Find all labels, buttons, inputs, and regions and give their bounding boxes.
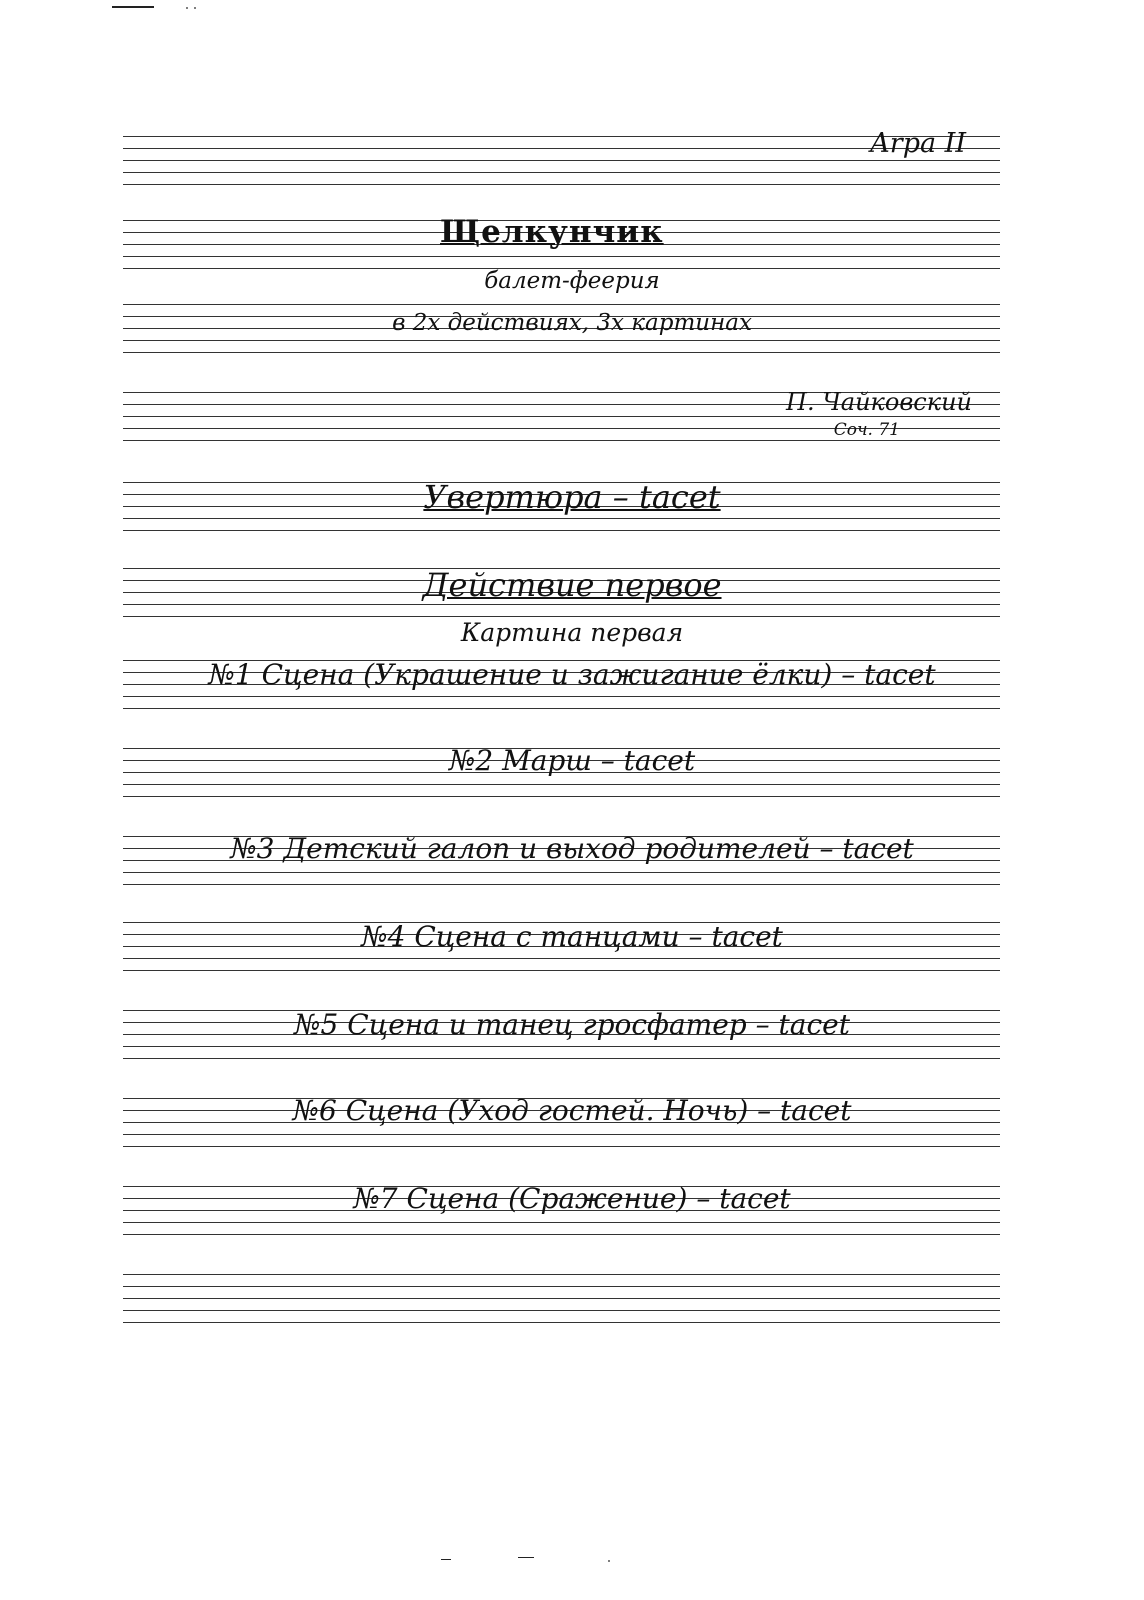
subtitle-acts: в 2х действиях, 3х картинах <box>392 310 752 336</box>
number-3: №3 Детский галоп и выход родителей – tacet <box>230 832 914 865</box>
part-label: Arpa II <box>870 128 966 159</box>
overture-heading: Увертюра – tacet <box>423 478 721 516</box>
number-1: №1 Сцена (Украшение и зажигание ёлки) – tacet <box>208 658 936 691</box>
bottom-mark <box>441 1559 451 1560</box>
composer-name: П. Чайковский <box>786 388 972 416</box>
number-2: №2 Марш – tacet <box>448 744 696 777</box>
speck <box>194 7 196 9</box>
speck <box>608 1560 610 1562</box>
opus-number: Соч. 71 <box>833 420 900 440</box>
number-6: №6 Сцена (Уход гостей. Ночь) – tacet <box>292 1094 852 1127</box>
number-5: №5 Сцена и танец гросфатер – tacet <box>294 1008 850 1041</box>
act-heading: Действие первое <box>422 566 722 604</box>
subtitle-genre: балет-феерия <box>484 268 660 294</box>
staff <box>123 1274 1000 1326</box>
number-4: №4 Сцена с танцами – tacet <box>361 920 783 953</box>
page-title: Щелкунчик <box>440 214 664 250</box>
number-7: №7 Сцена (Сражение) – tacet <box>353 1182 791 1215</box>
staff <box>123 136 1000 188</box>
speck <box>186 7 188 9</box>
bottom-mark <box>518 1557 534 1558</box>
scene-heading: Картина первая <box>460 618 684 647</box>
corner-mark <box>112 6 154 8</box>
